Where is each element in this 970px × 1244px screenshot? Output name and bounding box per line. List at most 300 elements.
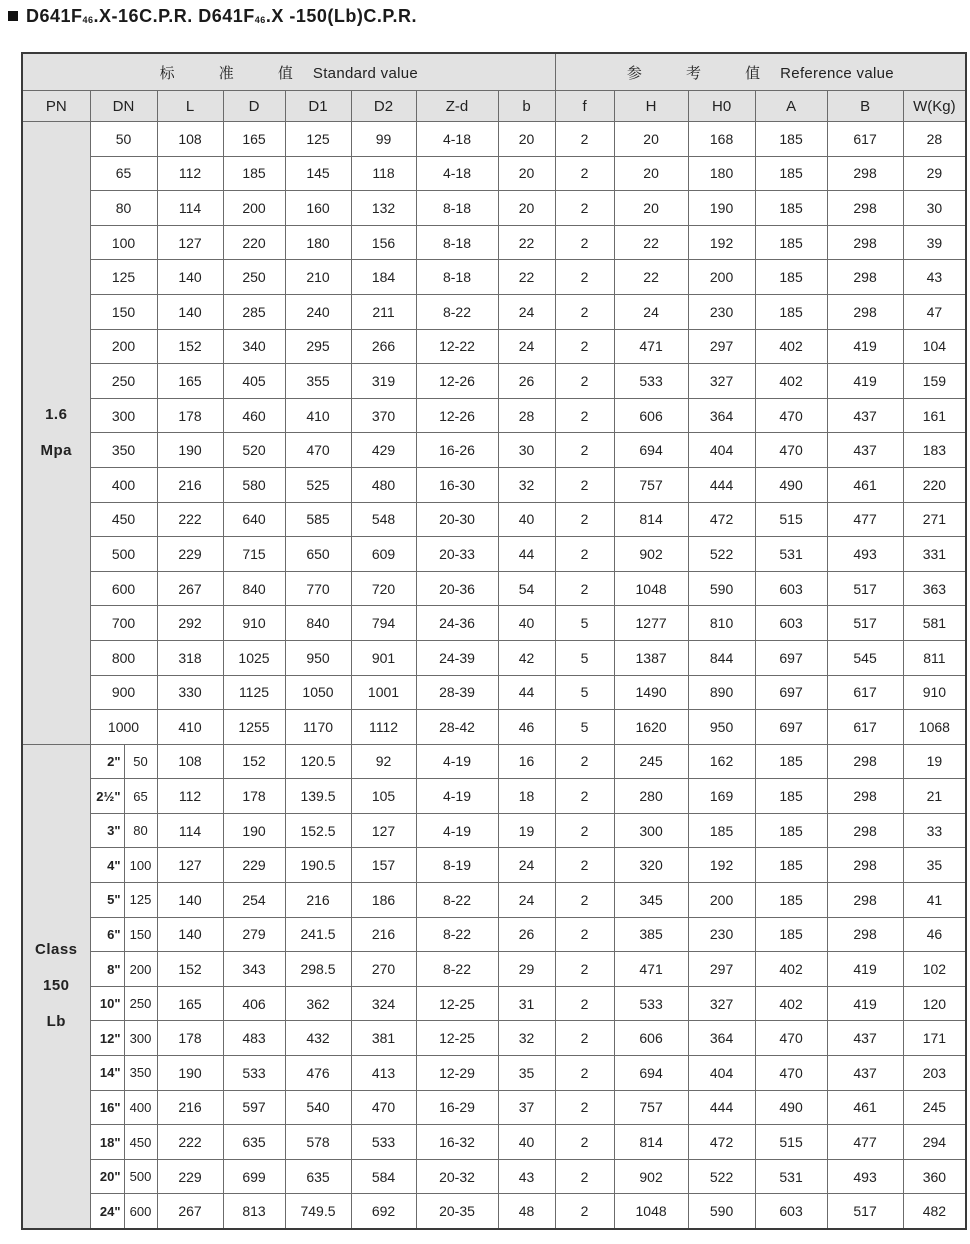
table-cell: 385 (614, 917, 688, 952)
table-cell: 470 (755, 433, 827, 468)
table-cell: 127 (157, 848, 223, 883)
standard-value-header: 标 准 值Standard value (22, 53, 555, 91)
table-row (22, 537, 966, 572)
table-cell: 16" (90, 1090, 124, 1125)
table-cell: 429 (351, 433, 416, 468)
table-cell: 12-25 (416, 1021, 498, 1056)
table-cell: 437 (827, 398, 903, 433)
table-cell: 617 (827, 675, 903, 710)
table-cell: 24" (90, 1194, 124, 1229)
table-cell: 1125 (223, 675, 285, 710)
table-cell: 410 (157, 710, 223, 745)
table-cell: 165 (157, 986, 223, 1021)
table-cell: 30 (498, 433, 555, 468)
table-cell: 2 (555, 744, 614, 779)
table-cell: 28 (498, 398, 555, 433)
table-cell: 99 (351, 122, 416, 157)
table-cell: 8-22 (416, 883, 498, 918)
table-cell: 6" (90, 917, 124, 952)
table-cell: 402 (755, 329, 827, 364)
table-cell: 548 (351, 502, 416, 537)
table-cell: 270 (351, 952, 416, 987)
table-cell: 298 (827, 294, 903, 329)
column-header: PN (22, 91, 90, 122)
column-header: H0 (688, 91, 755, 122)
table-cell: 192 (688, 848, 755, 883)
table-cell: 450 (124, 1125, 157, 1160)
table-cell: 65 (124, 779, 157, 814)
table-row (22, 813, 966, 848)
table-cell: 437 (827, 1056, 903, 1091)
table-cell: 245 (903, 1090, 966, 1125)
table-cell: 2 (555, 883, 614, 918)
table-cell: 444 (688, 467, 755, 502)
table-cell: 471 (614, 329, 688, 364)
title-subscript: 46 (254, 15, 266, 25)
table-cell: 20-33 (416, 537, 498, 572)
table-cell: 406 (223, 986, 285, 1021)
table-row (22, 329, 966, 364)
table-cell: 810 (688, 606, 755, 641)
table-cell: 185 (755, 191, 827, 226)
table-cell: 470 (285, 433, 351, 468)
table-cell: 404 (688, 1056, 755, 1091)
table-row (22, 294, 966, 329)
table-cell: 18 (498, 779, 555, 814)
table-cell: 80 (124, 813, 157, 848)
table-cell: 112 (157, 156, 223, 191)
table-cell: 2 (555, 191, 614, 226)
table-cell: 2 (555, 813, 614, 848)
table-cell: 4-19 (416, 744, 498, 779)
table-cell: 241.5 (285, 917, 351, 952)
table-cell: 65 (90, 156, 157, 191)
table-cell: 413 (351, 1056, 416, 1091)
table-cell: 210 (285, 260, 351, 295)
table-cell: 2 (555, 571, 614, 606)
table-cell: 540 (285, 1090, 351, 1125)
table-cell: 800 (90, 640, 157, 675)
table-cell: 298 (827, 883, 903, 918)
table-cell: 20 (614, 122, 688, 157)
table-cell: 517 (827, 1194, 903, 1229)
table-cell: 35 (903, 848, 966, 883)
table-cell: 402 (755, 986, 827, 1021)
table-cell: 340 (223, 329, 285, 364)
table-cell: 185 (755, 225, 827, 260)
table-cell: 531 (755, 1159, 827, 1194)
table-cell: 22 (614, 225, 688, 260)
table-cell: 500 (124, 1159, 157, 1194)
table-row (22, 952, 966, 987)
table-cell: 950 (285, 640, 351, 675)
table-cell: 245 (614, 744, 688, 779)
table-cell: 32 (498, 467, 555, 502)
table-row (22, 986, 966, 1021)
table-cell: 266 (351, 329, 416, 364)
table-cell: 8-18 (416, 225, 498, 260)
table-cell: 2 (555, 156, 614, 191)
table-cell: 30 (903, 191, 966, 226)
table-cell: 757 (614, 1090, 688, 1125)
table-cell: 184 (351, 260, 416, 295)
table-row (22, 467, 966, 502)
table-cell: 220 (223, 225, 285, 260)
table-cell: 200 (688, 883, 755, 918)
table-cell: 490 (755, 467, 827, 502)
table-cell: 404 (688, 433, 755, 468)
table-cell: 157 (351, 848, 416, 883)
table-row (22, 122, 966, 157)
table-cell: 186 (351, 883, 416, 918)
table-cell: 533 (223, 1056, 285, 1091)
table-cell: 152 (157, 329, 223, 364)
table-cell: 603 (755, 606, 827, 641)
table-cell: 2 (555, 122, 614, 157)
table-cell: 267 (157, 571, 223, 606)
table-cell: 211 (351, 294, 416, 329)
table-cell: 80 (90, 191, 157, 226)
table-cell: 298 (827, 225, 903, 260)
table-cell: 490 (755, 1090, 827, 1125)
table-cell: 192 (688, 225, 755, 260)
table-cell: 140 (157, 883, 223, 918)
table-cell: 720 (351, 571, 416, 606)
table-cell: 33 (903, 813, 966, 848)
table-cell: 597 (223, 1090, 285, 1125)
table-cell: 22 (498, 260, 555, 295)
table-cell: 1001 (351, 675, 416, 710)
table-cell: 20 (498, 191, 555, 226)
table-row (22, 1159, 966, 1194)
table-cell: 8-18 (416, 191, 498, 226)
column-header: A (755, 91, 827, 122)
table-cell: 222 (157, 1125, 223, 1160)
table-cell: 355 (285, 364, 351, 399)
table-row (22, 1056, 966, 1091)
table-row (22, 225, 966, 260)
table-cell: 480 (351, 467, 416, 502)
table-cell: 185 (755, 917, 827, 952)
table-cell: 35 (498, 1056, 555, 1091)
table-cell: 483 (223, 1021, 285, 1056)
table-cell: 470 (351, 1090, 416, 1125)
table-cell: 811 (903, 640, 966, 675)
table-cell: 24 (498, 883, 555, 918)
table-cell: 8-22 (416, 917, 498, 952)
table-cell: 2 (555, 398, 614, 433)
table-cell: 1025 (223, 640, 285, 675)
table-cell: 171 (903, 1021, 966, 1056)
table-cell: 152 (157, 952, 223, 987)
table-cell: 901 (351, 640, 416, 675)
table-cell: 515 (755, 502, 827, 537)
table-cell: 900 (90, 675, 157, 710)
table-cell: 280 (614, 779, 688, 814)
table-cell: 14" (90, 1056, 124, 1091)
table-cell: 28-42 (416, 710, 498, 745)
table-row (22, 883, 966, 918)
table-cell: 5 (555, 640, 614, 675)
table-cell: 533 (614, 364, 688, 399)
table-cell: 477 (827, 1125, 903, 1160)
table-cell: 145 (285, 156, 351, 191)
table-cell: 20-35 (416, 1194, 498, 1229)
table-cell: 185 (755, 813, 827, 848)
table-cell: 522 (688, 1159, 755, 1194)
table-cell: 364 (688, 398, 755, 433)
table-cell: 185 (755, 883, 827, 918)
table-cell: 2 (555, 329, 614, 364)
table-cell: 19 (903, 744, 966, 779)
table-cell: 2 (555, 1194, 614, 1229)
table-cell: 190 (157, 433, 223, 468)
table-cell: 450 (90, 502, 157, 537)
table-cell: 271 (903, 502, 966, 537)
table-cell: 493 (827, 1159, 903, 1194)
table-cell: 694 (614, 1056, 688, 1091)
table-cell: 950 (688, 710, 755, 745)
table-cell: 2 (555, 364, 614, 399)
reference-value-header: 参 考 值Reference value (555, 53, 966, 91)
table-cell: 697 (755, 675, 827, 710)
table-cell: 297 (688, 329, 755, 364)
table-cell: 178 (157, 398, 223, 433)
table-cell: 694 (614, 433, 688, 468)
table-cell: 609 (351, 537, 416, 572)
table-cell: 120 (903, 986, 966, 1021)
table-cell: 20-36 (416, 571, 498, 606)
table-cell: 43 (498, 1159, 555, 1194)
table-cell: 461 (827, 1090, 903, 1125)
table-cell: 44 (498, 675, 555, 710)
table-cell: 476 (285, 1056, 351, 1091)
table-cell: 470 (755, 398, 827, 433)
table-cell: 522 (688, 537, 755, 572)
table-cell: 22 (614, 260, 688, 295)
pn-group-label: Class 150 Lb (22, 744, 90, 1229)
table-cell: 108 (157, 744, 223, 779)
table-cell: 331 (903, 537, 966, 572)
table-cell: 26 (498, 917, 555, 952)
table-cell: 692 (351, 1194, 416, 1229)
table-cell: 29 (498, 952, 555, 987)
table-cell: 402 (755, 952, 827, 987)
table-cell: 50 (90, 122, 157, 157)
table-cell: 20-30 (416, 502, 498, 537)
table-cell: 533 (351, 1125, 416, 1160)
table-cell: 437 (827, 1021, 903, 1056)
table-cell: 715 (223, 537, 285, 572)
table-cell: 1255 (223, 710, 285, 745)
table-cell: 1068 (903, 710, 966, 745)
table-cell: 8-22 (416, 952, 498, 987)
table-cell: 444 (688, 1090, 755, 1125)
column-header: D1 (285, 91, 351, 122)
table-cell: 910 (903, 675, 966, 710)
table-row (22, 191, 966, 226)
page-title (8, 2, 417, 30)
table-cell: 472 (688, 502, 755, 537)
table-row (22, 364, 966, 399)
table-cell: 472 (688, 1125, 755, 1160)
table-cell: 4-18 (416, 122, 498, 157)
table-cell: 127 (157, 225, 223, 260)
table-cell: 4-19 (416, 779, 498, 814)
title-subscript: 46 (82, 15, 94, 25)
table-cell: 250 (124, 986, 157, 1021)
table-cell: 437 (827, 433, 903, 468)
table-cell: 16-30 (416, 467, 498, 502)
table-cell: 200 (124, 952, 157, 987)
table-cell: 12-26 (416, 398, 498, 433)
table-cell: 300 (614, 813, 688, 848)
table-cell: 12-29 (416, 1056, 498, 1091)
table-cell: 697 (755, 710, 827, 745)
table-cell: 3" (90, 813, 124, 848)
table-cell: 125 (124, 883, 157, 918)
table-cell: 20 (498, 156, 555, 191)
table-cell: 19 (498, 813, 555, 848)
table-cell: 902 (614, 537, 688, 572)
table-cell: 139.5 (285, 779, 351, 814)
table-cell: 254 (223, 883, 285, 918)
table-cell: 525 (285, 467, 351, 502)
table-cell: 185 (755, 848, 827, 883)
column-header: H (614, 91, 688, 122)
table-cell: 267 (157, 1194, 223, 1229)
table-cell: 298 (827, 156, 903, 191)
table-cell: 279 (223, 917, 285, 952)
title-part: .X-16C.P.R. D641F (93, 6, 255, 26)
table-cell: 749.5 (285, 1194, 351, 1229)
table-cell: 2 (555, 537, 614, 572)
table-cell: 470 (755, 1056, 827, 1091)
column-header: b (498, 91, 555, 122)
table-cell: 295 (285, 329, 351, 364)
table-cell: 2 (555, 779, 614, 814)
table-cell: 350 (124, 1056, 157, 1091)
table-row (22, 398, 966, 433)
column-header: D2 (351, 91, 416, 122)
table-cell: 320 (614, 848, 688, 883)
table-row (22, 1125, 966, 1160)
table-cell: 178 (223, 779, 285, 814)
table-cell: 364 (688, 1021, 755, 1056)
table-cell: 1000 (90, 710, 157, 745)
table-cell: 2 (555, 1125, 614, 1160)
table-row (22, 917, 966, 952)
table-cell: 150 (124, 917, 157, 952)
table-cell: 794 (351, 606, 416, 641)
table-cell: 178 (157, 1021, 223, 1056)
table-cell: 460 (223, 398, 285, 433)
table-cell: 493 (827, 537, 903, 572)
table-cell: 16-26 (416, 433, 498, 468)
table-cell: 10" (90, 986, 124, 1021)
table-cell: 24 (614, 294, 688, 329)
table-cell: 185 (223, 156, 285, 191)
column-header: DN (90, 91, 157, 122)
table-cell: 520 (223, 433, 285, 468)
table-row (22, 156, 966, 191)
table-cell: 600 (90, 571, 157, 606)
table-cell: 402 (755, 364, 827, 399)
table-cell: 125 (285, 122, 351, 157)
table-cell: 400 (90, 467, 157, 502)
table-cell: 4-19 (416, 813, 498, 848)
table-cell: 105 (351, 779, 416, 814)
table-cell: 140 (157, 917, 223, 952)
column-header: f (555, 91, 614, 122)
table-cell: 190 (223, 813, 285, 848)
table-cell: 8-22 (416, 294, 498, 329)
table-cell: 159 (903, 364, 966, 399)
table-cell: 2 (555, 1021, 614, 1056)
table-cell: 902 (614, 1159, 688, 1194)
table-cell: 12-25 (416, 986, 498, 1021)
table-cell: 2 (555, 986, 614, 1021)
table-cell: 22 (498, 225, 555, 260)
table-cell: 419 (827, 364, 903, 399)
table-cell: 477 (827, 502, 903, 537)
table-cell: 8" (90, 952, 124, 987)
column-header: D (223, 91, 285, 122)
table-cell: 1048 (614, 571, 688, 606)
table-cell: 185 (755, 294, 827, 329)
table-cell: 28 (903, 122, 966, 157)
table-cell: 400 (124, 1090, 157, 1125)
table-cell: 580 (223, 467, 285, 502)
table-cell: 216 (285, 883, 351, 918)
table-cell: 216 (157, 1090, 223, 1125)
table-cell: 298 (827, 848, 903, 883)
table-cell: 5 (555, 606, 614, 641)
table-cell: 229 (223, 848, 285, 883)
table-cell: 132 (351, 191, 416, 226)
table-cell: 114 (157, 813, 223, 848)
table-cell: 298.5 (285, 952, 351, 987)
table-cell: 2 (555, 294, 614, 329)
table-cell: 156 (351, 225, 416, 260)
table-cell: 118 (351, 156, 416, 191)
table-cell: 203 (903, 1056, 966, 1091)
table-cell: 343 (223, 952, 285, 987)
table-cell: 578 (285, 1125, 351, 1160)
table-cell: 635 (285, 1159, 351, 1194)
table-cell: 185 (755, 744, 827, 779)
table-cell: 250 (223, 260, 285, 295)
table-cell: 292 (157, 606, 223, 641)
table-cell: 200 (688, 260, 755, 295)
table-cell: 216 (157, 467, 223, 502)
table-cell: 47 (903, 294, 966, 329)
table-cell: 606 (614, 398, 688, 433)
table-cell: 517 (827, 571, 903, 606)
table-row (22, 1021, 966, 1056)
table-cell: 31 (498, 986, 555, 1021)
table-cell: 590 (688, 1194, 755, 1229)
table-cell: 125 (90, 260, 157, 295)
pn-group-label: 1.6 Mpa (22, 122, 90, 745)
table-cell: 20 (614, 191, 688, 226)
table-cell: 183 (903, 433, 966, 468)
table-row (22, 571, 966, 606)
table-cell: 104 (903, 329, 966, 364)
table-cell: 584 (351, 1159, 416, 1194)
table-cell: 180 (688, 156, 755, 191)
table-cell: 24-39 (416, 640, 498, 675)
